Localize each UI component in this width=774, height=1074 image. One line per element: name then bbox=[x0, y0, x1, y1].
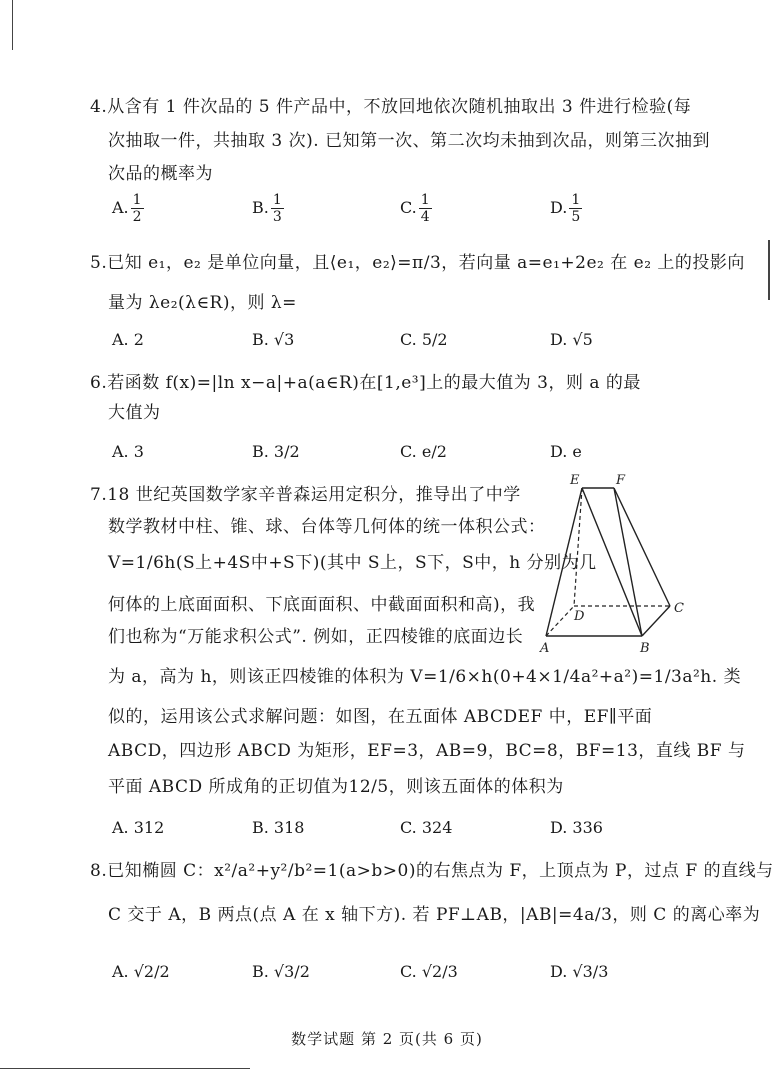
pentahedron-figure bbox=[536, 470, 696, 660]
q4-option-a: A. $\frac{1}{2}$ bbox=[112, 192, 142, 225]
q6-line-1: 6.若函数 f(x)=|ln x−a|+a(a∈R)在[1,e³]上的最大值为 3，则 a 的最 bbox=[90, 373, 641, 393]
page-footer: 数学试题 第 2 页(共 6 页) bbox=[291, 1030, 483, 1048]
q6-option-c: C. e/2 bbox=[400, 442, 447, 461]
q7-line-7: 似的，运用该公式求解问题：如图，在五面体 ABCDEF 中，EF∥平面 bbox=[108, 707, 653, 727]
edge-bc bbox=[642, 606, 670, 636]
q8-line-1: 8.已知椭圆 C：x²/a²+y²/b²=1(a>b>0)的右焦点为 F，上顶点为 P，过点 F 的直线与 bbox=[90, 861, 774, 881]
q6-option-b: B. 3/2 bbox=[252, 442, 300, 461]
q5-option-b: B. √3 bbox=[252, 330, 295, 349]
q7-line-3: V=1/6h(S上+4S中+S下)(其中 S上，S下，S中，h 分别为几 bbox=[108, 553, 597, 573]
label-a: A bbox=[540, 641, 550, 656]
q7-line-9: 平面 ABCD 所成角的正切值为12/5，则该五面体的体积为 bbox=[108, 777, 564, 797]
label-c: C bbox=[674, 601, 684, 616]
q4-line-2: 次抽取一件，共抽取 3 次). 已知第一次、第二次均未抽到次品，则第三次抽到 bbox=[108, 131, 711, 151]
q5-option-a: A. 2 bbox=[112, 330, 144, 349]
q4-option-c: C. $\frac{1}{4}$ bbox=[400, 192, 430, 225]
q7-line-5: 们也称为“万能求积公式”. 例如，正四棱锥的底面边长 bbox=[108, 627, 524, 647]
q4-line-3: 次品的概率为 bbox=[108, 164, 213, 184]
q7-line-8: ABCD，四边形 ABCD 为矩形，EF=3，AB=9，BC=8，BF=13，直线 BF 与 bbox=[108, 741, 746, 761]
edge-bf bbox=[614, 488, 642, 636]
q8-line-2: C 交于 A，B 两点(点 A 在 x 轴下方). 若 PF⊥AB，|AB|=4a/3，则 C 的离心率为 bbox=[108, 905, 761, 925]
q5-option-d: D. √5 bbox=[550, 330, 593, 349]
q4-option-d: D. $\frac{1}{5}$ bbox=[550, 192, 581, 225]
q7-option-c: C. 324 bbox=[400, 818, 453, 837]
q7-option-a: A. 312 bbox=[112, 818, 165, 837]
q8-option-c: C. √2/3 bbox=[400, 962, 458, 981]
bottom-border-line bbox=[0, 1068, 250, 1069]
label-b: B bbox=[640, 641, 650, 656]
edge-be bbox=[582, 488, 642, 636]
q7-line-1: 7.18 世纪英国数学家辛普森运用定积分，推导出了中学 bbox=[90, 485, 521, 505]
q8-option-b: B. √3/2 bbox=[252, 962, 310, 981]
q5-line-2: 量为 λe₂(λ∈R)，则 λ= bbox=[108, 293, 297, 313]
q4-option-b: B. $\frac{1}{3}$ bbox=[252, 192, 282, 225]
q6-option-d: D. e bbox=[550, 442, 582, 461]
q6-line-2: 大值为 bbox=[108, 403, 161, 423]
q7-line-4: 何体的上底面面积、下底面面积、中截面面积和高)，我 bbox=[108, 595, 536, 615]
q5-option-c: C. 5/2 bbox=[400, 330, 448, 349]
q8-option-d: D. √3/3 bbox=[550, 962, 609, 981]
label-f: F bbox=[616, 473, 626, 488]
q7-option-d: D. 336 bbox=[550, 818, 603, 837]
q4-line-1: 4.从含有 1 件次品的 5 件产品中，不放回地依次随机抽取出 3 件进行检验(每 bbox=[90, 97, 692, 117]
right-edge-mark bbox=[768, 240, 770, 300]
label-e: E bbox=[570, 473, 580, 488]
q7-line-6: 为 a，高为 h，则该正四棱锥的体积为 V=1/6×h(0+4×1/4a²+a²)=1/3a²h. 类 bbox=[108, 667, 742, 687]
left-border-line bbox=[12, 0, 13, 50]
q8-option-a: A. √2/2 bbox=[112, 962, 170, 981]
q7-option-b: B. 318 bbox=[252, 818, 305, 837]
q5-line-1: 5.已知 e₁，e₂ 是单位向量，且⟨e₁，e₂⟩=π/3，若向量 a=e₁+2e₂ 在 e₂ 上的投影向 bbox=[90, 253, 745, 273]
q7-line-2: 数学教材中柱、锥、球、台体等几何体的统一体积公式： bbox=[108, 517, 546, 537]
q6-option-a: A. 3 bbox=[112, 442, 144, 461]
label-d: D bbox=[574, 609, 585, 624]
